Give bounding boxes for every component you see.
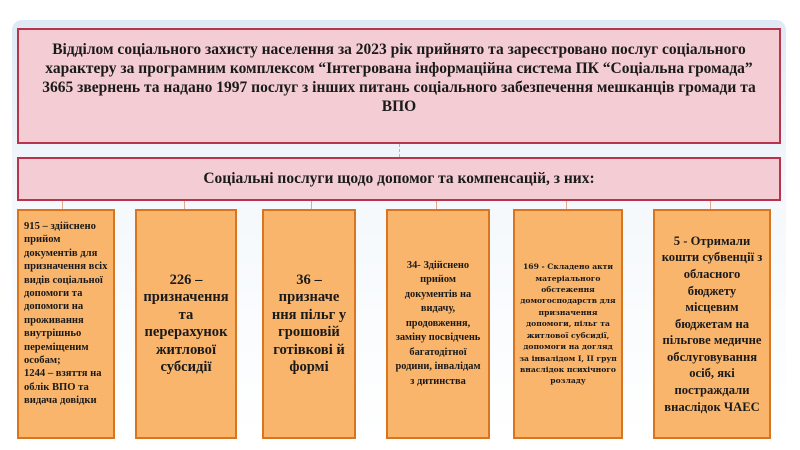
card-text: 915 – здійснено прийом документів для призначення всіх видів соціальної допомоги та допомоги на проживання внутрішньо переміщеним особам;	[24, 221, 108, 367]
card-housing-subsidy	[135, 209, 237, 439]
subheader-text: Соціальні послуги щодо допомог та компенсацій, з них:	[203, 170, 595, 187]
card-certificates	[386, 209, 490, 439]
card-text: 36 – призначе ння пільг у грошовій готівкові й формі	[271, 271, 347, 375]
header-text: Відділом соціального захисту населення за 2023 рік прийнято та зареєстровано послуг соціального характеру за програмним комплексом “Інтегрована інформаційна система ПК “Соціальна громада” 3665 звернень та надано 1997 послуг з інших питань соціального забезпечення мешканців громади та ВПО	[42, 41, 756, 115]
connector-tick	[184, 201, 185, 209]
card-text: 169 - Складено акти матеріального обстеження домогосподарств для призначення допомоги, пільг та житлової субсидії, допомоги на догляд за інвалідом І, ІІ груп внаслідок психічного розладу	[519, 262, 617, 386]
card-text: 34- Здійснено прийом документів на видачу, продовження, заміну посвідчень багатодітної родини, інвалідам з дитинства	[395, 259, 481, 387]
header-box	[17, 28, 781, 144]
connector-line	[399, 144, 400, 157]
card-cash-benefits	[262, 209, 356, 439]
connector-tick	[710, 201, 711, 209]
card-subvention-funds	[653, 209, 771, 439]
connector-tick	[62, 201, 63, 209]
card-text: 5 - Отримали кошти субвенції з обласного бюджету місцевим бюджетам на пільгове медичне обслуговування осіб, які постраждали внаслідок ЧАЕС	[661, 233, 763, 414]
card-documents-intake	[17, 209, 115, 439]
card-inspection-acts	[513, 209, 623, 439]
connector-tick	[566, 201, 567, 209]
connector-tick	[436, 201, 437, 209]
subheader-box	[17, 157, 781, 201]
connector-tick	[311, 201, 312, 209]
card-text: 1244 – взяття на облік ВПО та видача довідки	[24, 368, 102, 407]
card-text: 226 – призначення та перерахунок житлової субсидії	[143, 271, 229, 375]
